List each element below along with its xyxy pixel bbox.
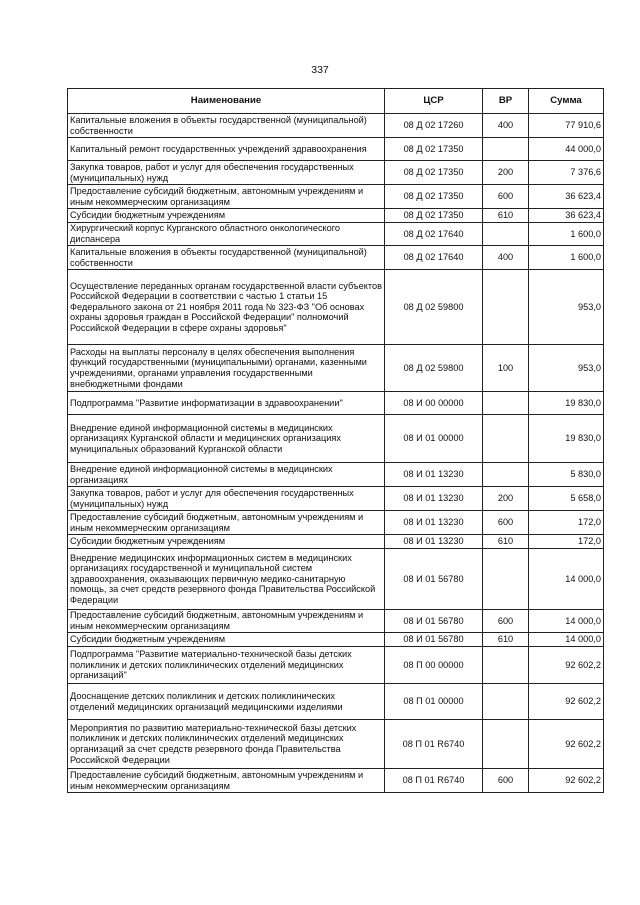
table-row <box>68 769 604 793</box>
cell-vr <box>483 463 529 487</box>
table-row <box>68 633 604 647</box>
cell-name: Предоставление субсидий бюджетным, автономным учреждениям и иным некоммерческим организациям <box>68 185 385 209</box>
cell-sum: 953,0 <box>529 345 604 392</box>
cell-vr <box>483 415 529 463</box>
cell-vr: 610 <box>483 535 529 549</box>
cell-sum: 14 000,0 <box>529 610 604 633</box>
table-row <box>68 487 604 511</box>
cell-name: Расходы на выплаты персоналу в целях обеспечения выполнения функций государственными (муниципальными) органами, казенными учреждениями, органами управления государственными внебюджетными фондами <box>68 345 385 392</box>
cell-csr: 08 И 01 56780 <box>385 633 483 647</box>
cell-name: Закупка товаров, работ и услуг для обеспечения государственных (муниципальных) нужд <box>68 487 385 511</box>
cell-csr: 08 Д 02 17350 <box>385 161 483 185</box>
cell-name: Хирургический корпус Курганского областного онкологического диспансера <box>68 223 385 246</box>
column-header-csr: ЦСР <box>385 89 483 114</box>
table-row <box>68 549 604 610</box>
cell-csr: 08 Д 02 17350 <box>385 209 483 223</box>
cell-sum: 19 830,0 <box>529 415 604 463</box>
table-row <box>68 647 604 684</box>
cell-vr: 600 <box>483 610 529 633</box>
table-row <box>68 138 604 161</box>
table-row <box>68 223 604 246</box>
cell-sum: 14 000,0 <box>529 633 604 647</box>
table-row <box>68 246 604 270</box>
table-body <box>68 114 604 793</box>
cell-sum: 77 910,6 <box>529 114 604 138</box>
cell-vr <box>483 138 529 161</box>
cell-csr: 08 И 01 56780 <box>385 610 483 633</box>
cell-name: Предоставление субсидий бюджетным, автономным учреждениям и иным некоммерческим организациям <box>68 610 385 633</box>
cell-csr: 08 Д 02 59800 <box>385 345 483 392</box>
cell-name: Дооснащение детских поликлиник и детских поликлинических отделений медицинских организаций медицинскими изделиями <box>68 684 385 720</box>
cell-name: Подпрограмма "Развитие материально-технической базы детских поликлиник и детских поликлинических отделений медицинских организаций" <box>68 647 385 684</box>
table-row <box>68 463 604 487</box>
table-row <box>68 415 604 463</box>
cell-sum: 1 600,0 <box>529 223 604 246</box>
cell-sum: 36 623,4 <box>529 185 604 209</box>
cell-sum: 172,0 <box>529 535 604 549</box>
cell-vr: 400 <box>483 246 529 270</box>
cell-vr: 600 <box>483 511 529 535</box>
cell-vr <box>483 223 529 246</box>
cell-vr <box>483 270 529 345</box>
table-row <box>68 345 604 392</box>
cell-sum: 172,0 <box>529 511 604 535</box>
cell-name: Мероприятия по развитию материально-технической базы детских поликлиник и детских поликлинических отделений медицинских организаций за счет средств резервного фонда Правительства Российской Федерации <box>68 720 385 769</box>
cell-csr: 08 И 01 56780 <box>385 549 483 610</box>
column-header-name: Наименование <box>68 89 385 114</box>
table-row <box>68 511 604 535</box>
cell-csr: 08 П 01 R6740 <box>385 769 483 793</box>
cell-sum: 5 658,0 <box>529 487 604 511</box>
cell-name: Капитальные вложения в объекты государственной (муниципальной) собственности <box>68 246 385 270</box>
table-row <box>68 209 604 223</box>
cell-name: Субсидии бюджетным учреждениям <box>68 209 385 223</box>
cell-csr: 08 И 01 13230 <box>385 487 483 511</box>
column-header-sum: Сумма <box>529 89 604 114</box>
cell-csr: 08 П 01 R6740 <box>385 720 483 769</box>
page-number: 337 <box>311 64 329 76</box>
cell-sum: 7 376,6 <box>529 161 604 185</box>
table-row <box>68 392 604 415</box>
cell-name: Подпрограмма "Развитие информатизации в здравоохранении" <box>68 392 385 415</box>
table-row <box>68 270 604 345</box>
cell-vr: 200 <box>483 487 529 511</box>
cell-sum: 1 600,0 <box>529 246 604 270</box>
cell-vr: 400 <box>483 114 529 138</box>
table-row <box>68 535 604 549</box>
table-row <box>68 720 604 769</box>
cell-csr: 08 И 01 13230 <box>385 463 483 487</box>
cell-sum: 92 602,2 <box>529 684 604 720</box>
cell-csr: 08 И 00 00000 <box>385 392 483 415</box>
cell-name: Внедрение медицинских информационных систем в медицинских организациях государственной и муниципальной систем здравоохранения, оказывающих первичную медико-санитарную помощь, за счет средств резервного фонда Правительства Российской Федерации <box>68 549 385 610</box>
cell-vr: 200 <box>483 161 529 185</box>
cell-csr: 08 Д 02 17260 <box>385 114 483 138</box>
cell-name: Предоставление субсидий бюджетным, автономным учреждениям и иным некоммерческим организациям <box>68 511 385 535</box>
table-header-row <box>68 89 604 114</box>
table-row <box>68 161 604 185</box>
cell-sum: 953,0 <box>529 270 604 345</box>
cell-name: Закупка товаров, работ и услуг для обеспечения государственных (муниципальных) нужд <box>68 161 385 185</box>
cell-vr <box>483 549 529 610</box>
table-row <box>68 610 604 633</box>
column-header-vr: ВР <box>483 89 529 114</box>
cell-name: Внедрение единой информационной системы в медицинских организациях <box>68 463 385 487</box>
cell-name: Капитальные вложения в объекты государственной (муниципальной) собственности <box>68 114 385 138</box>
cell-csr: 08 П 01 00000 <box>385 684 483 720</box>
cell-name: Субсидии бюджетным учреждениям <box>68 633 385 647</box>
cell-vr: 610 <box>483 633 529 647</box>
table-row <box>68 114 604 138</box>
cell-csr: 08 И 01 13230 <box>385 535 483 549</box>
cell-sum: 44 000,0 <box>529 138 604 161</box>
cell-sum: 92 602,2 <box>529 720 604 769</box>
cell-csr: 08 П 00 00000 <box>385 647 483 684</box>
cell-name: Осуществление переданных органам государственной власти субъектов Российской Федерации в соответствии с частью 1 статьи 15 Федерального закона от 21 ноября 2011 года № 323-ФЗ "Об основах охраны здоровья граждан в Российской Федерации" полномочий Российской Федерации в сфере охраны здоровья" <box>68 270 385 345</box>
cell-vr <box>483 392 529 415</box>
cell-name: Внедрение единой информационной системы в медицинских организациях Курганской области и медицинских организациях муниципальных образований Курганской области <box>68 415 385 463</box>
cell-vr <box>483 720 529 769</box>
cell-csr: 08 Д 02 17350 <box>385 185 483 209</box>
cell-vr: 610 <box>483 209 529 223</box>
cell-sum: 92 602,2 <box>529 647 604 684</box>
cell-vr: 100 <box>483 345 529 392</box>
cell-csr: 08 Д 02 17350 <box>385 138 483 161</box>
cell-csr: 08 Д 02 17640 <box>385 246 483 270</box>
cell-name: Предоставление субсидий бюджетным, автономным учреждениям и иным некоммерческим организациям <box>68 769 385 793</box>
cell-sum: 19 830,0 <box>529 392 604 415</box>
cell-vr <box>483 647 529 684</box>
cell-vr <box>483 684 529 720</box>
cell-sum: 36 623,4 <box>529 209 604 223</box>
cell-csr: 08 И 01 00000 <box>385 415 483 463</box>
budget-table <box>67 88 604 793</box>
cell-sum: 92 602,2 <box>529 769 604 793</box>
cell-sum: 5 830,0 <box>529 463 604 487</box>
cell-name: Субсидии бюджетным учреждениям <box>68 535 385 549</box>
table-row <box>68 684 604 720</box>
cell-vr: 600 <box>483 769 529 793</box>
cell-csr: 08 И 01 13230 <box>385 511 483 535</box>
cell-csr: 08 Д 02 17640 <box>385 223 483 246</box>
table-row <box>68 185 604 209</box>
cell-csr: 08 Д 02 59800 <box>385 270 483 345</box>
cell-name: Капитальный ремонт государственных учреждений здравоохранения <box>68 138 385 161</box>
cell-sum: 14 000,0 <box>529 549 604 610</box>
cell-vr: 600 <box>483 185 529 209</box>
